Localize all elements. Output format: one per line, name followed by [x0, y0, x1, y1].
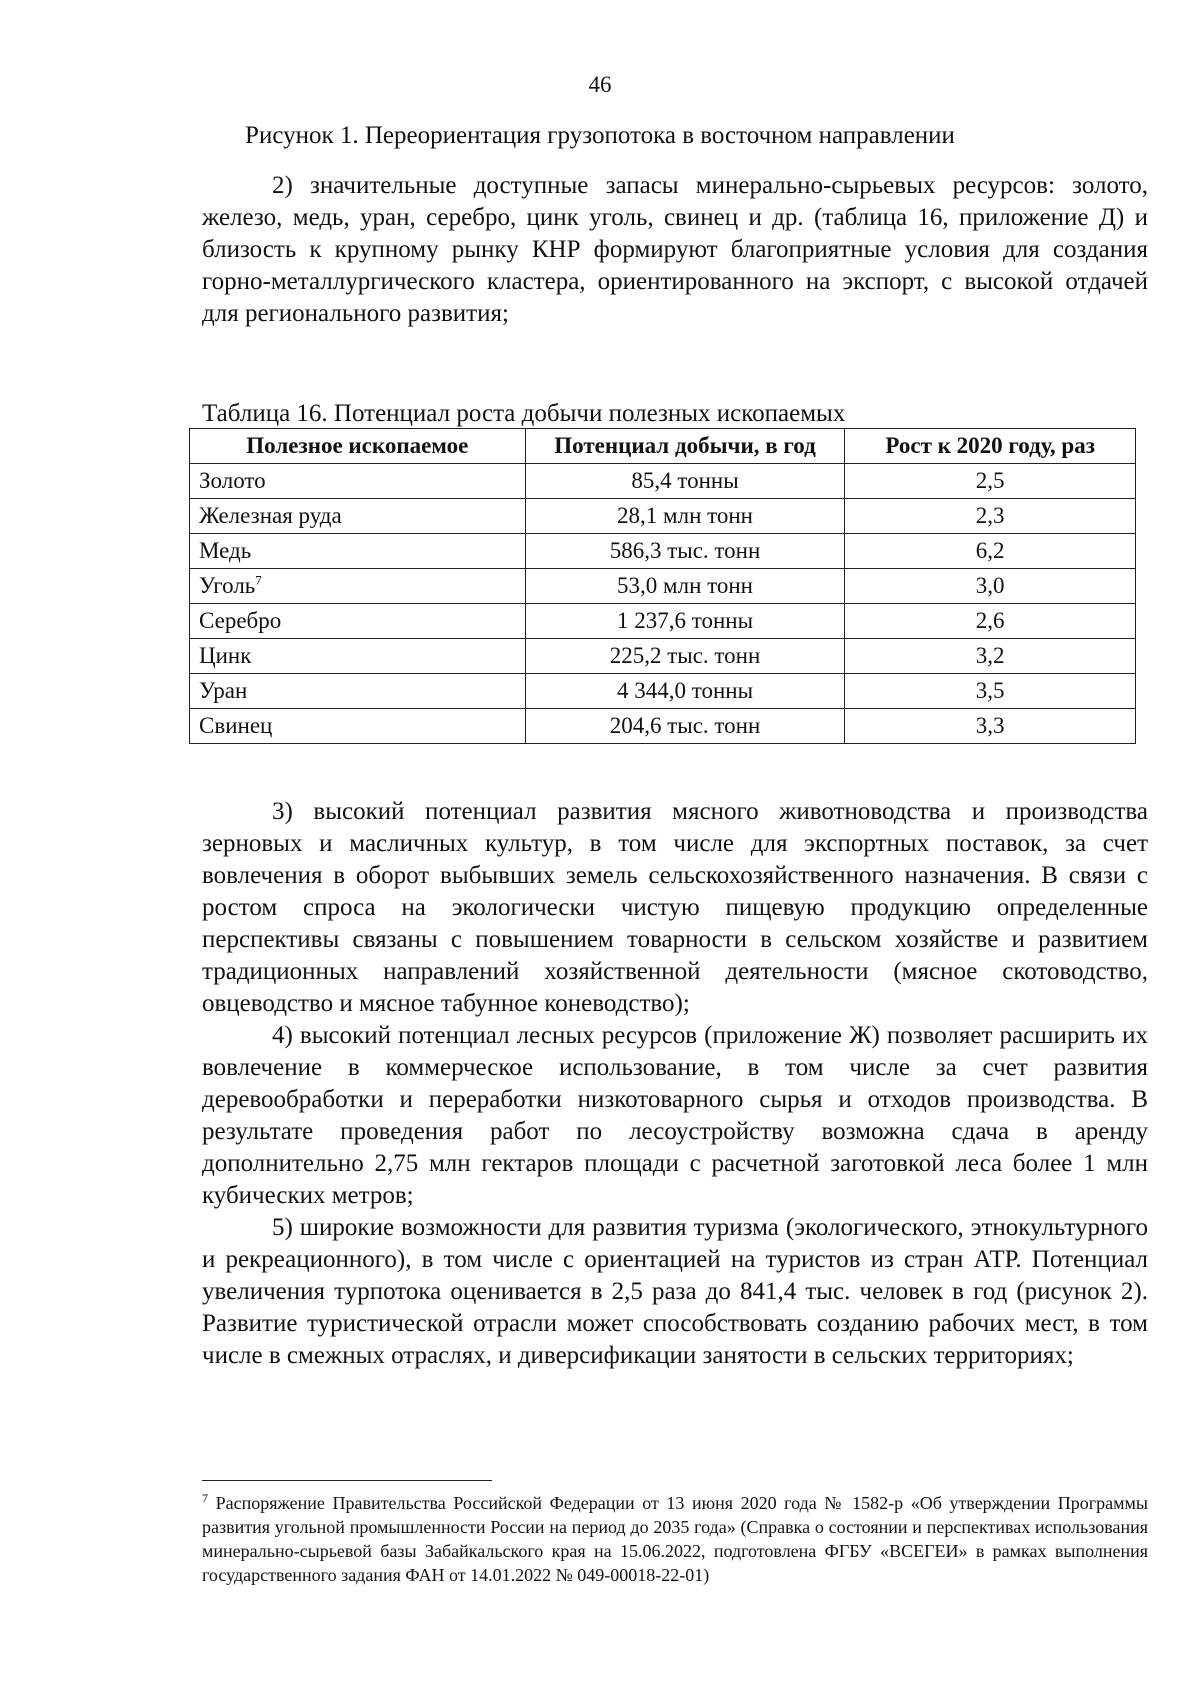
table-row	[190, 604, 1136, 639]
cell-growth: 2,6	[845, 604, 1136, 639]
cell-potential: 4 344,0 тонны	[525, 674, 845, 709]
cell-mineral	[190, 569, 526, 604]
cell-potential: 586,3 тыс. тонн	[525, 534, 845, 569]
minerals-table	[189, 428, 1136, 744]
cell-mineral: Цинк	[190, 639, 526, 674]
cell-mineral: Серебро	[190, 604, 526, 639]
footnote-text: Распоряжение Правительства Российской Федерации от 13 июня 2020 года № 1582-р «Об утверждении Программы развития угольной промышленности России на период до 2035 года» (Справка о состоянии и перспективах использования минерально-сырьевой базы Забайкальского края на 15.06.2022, подготовлена ФГБУ «ВСЕГЕИ» в рамках выполнения государственного задания ФАН от 14.01.2022 № 049-00018-22-01)	[202, 1493, 1148, 1585]
cell-mineral-text: Уголь	[199, 573, 256, 598]
cell-growth: 3,2	[845, 639, 1136, 674]
body-text-block	[202, 796, 1148, 1372]
cell-mineral: Медь	[190, 534, 526, 569]
header-potential: Потенциал добычи, в год	[525, 429, 845, 464]
cell-potential: 53,0 млн тонн	[525, 569, 845, 604]
cell-growth: 2,3	[845, 499, 1136, 534]
table-row	[190, 569, 1136, 604]
cell-potential: 28,1 млн тонн	[525, 499, 845, 534]
footnote-number: 7	[202, 1491, 208, 1505]
page-number: 46	[588, 72, 612, 97]
cell-growth: 3,3	[845, 709, 1136, 744]
header-mineral: Полезное ископаемое	[190, 429, 526, 464]
table-row	[190, 639, 1136, 674]
cell-potential: 225,2 тыс. тонн	[525, 639, 845, 674]
cell-potential: 204,6 тыс. тонн	[525, 709, 845, 744]
paragraph-3: 3) высокий потенциал развития мясного животноводства и производства зерновых и масличных культур, в том числе для экспортных поставок, за счет вовлечения в оборот выбывших земель сельскохозяйственного назначения. В связи с ростом спроса на экологически чистую пищевую продукцию определенные перспективы связаны с повышением товарности в сельском хозяйстве и развитием традиционных направлений хозяйственной деятельности (мясное скотоводство, овцеводство и мясное табунное коневодство);	[202, 798, 1148, 1017]
figure-caption: Рисунок 1. Переориентация грузопотока в восточном направлении	[245, 122, 955, 149]
paragraph-4: 4) высокий потенциал лесных ресурсов (приложение Ж) позволяет расширить их вовлечение в коммерческое использование, в том числе за счет развития деревообработки и переработки низкотоварного сырья и отходов производства. В результате проведения работ по лесоустройству возможна сдача в аренду дополнительно 2,75 млн гектаров площади с расчетной заготовкой леса более 1 млн кубических метров;	[202, 1022, 1148, 1209]
footnote-mark-7: 7	[255, 572, 262, 588]
paragraph-5: 5) широкие возможности для развития туризма (экологического, этнокультурного и рекреационного), в том числе с ориентацией на туристов из стран АТР. Потенциал увеличения турпотока оценивается в 2,5 раза до 841,4 тыс. человек в год (рисунок 2). Развитие туристической отрасли может способствовать созданию рабочих мест, в том числе в смежных отраслях, и диверсификации занятости в сельских территориях;	[202, 1214, 1148, 1369]
cell-growth: 6,2	[845, 534, 1136, 569]
table-row	[190, 464, 1136, 499]
cell-growth: 2,5	[845, 464, 1136, 499]
cell-potential: 85,4 тонны	[525, 464, 845, 499]
cell-mineral: Железная руда	[190, 499, 526, 534]
table-title: Таблица 16. Потенциал роста добычи полезных ископаемых	[202, 400, 846, 427]
cell-mineral: Свинец	[190, 709, 526, 744]
cell-mineral: Золото	[190, 464, 526, 499]
table-row	[190, 534, 1136, 569]
table-row	[190, 674, 1136, 709]
table-row	[190, 499, 1136, 534]
cell-mineral: Уран	[190, 674, 526, 709]
table-row	[190, 709, 1136, 744]
footnote-separator	[202, 1480, 492, 1481]
cell-growth: 3,0	[845, 569, 1136, 604]
header-growth: Рост к 2020 году, раз	[845, 429, 1136, 464]
cell-potential: 1 237,6 тонны	[525, 604, 845, 639]
table-header-row	[190, 429, 1136, 464]
paragraph-2-block	[202, 170, 1148, 330]
paragraph-2: 2) значительные доступные запасы минерально-сырьевых ресурсов: золото, железо, медь, уран, серебро, цинк уголь, свинец и др. (таблица 16, приложение Д) и близость к крупному рынку КНР формируют благоприятные условия для создания горно-металлургического кластера, ориентированного на экспорт, с высокой отдачей для регионального развития;	[202, 172, 1148, 327]
footnote	[202, 1491, 1148, 1587]
cell-growth: 3,5	[845, 674, 1136, 709]
